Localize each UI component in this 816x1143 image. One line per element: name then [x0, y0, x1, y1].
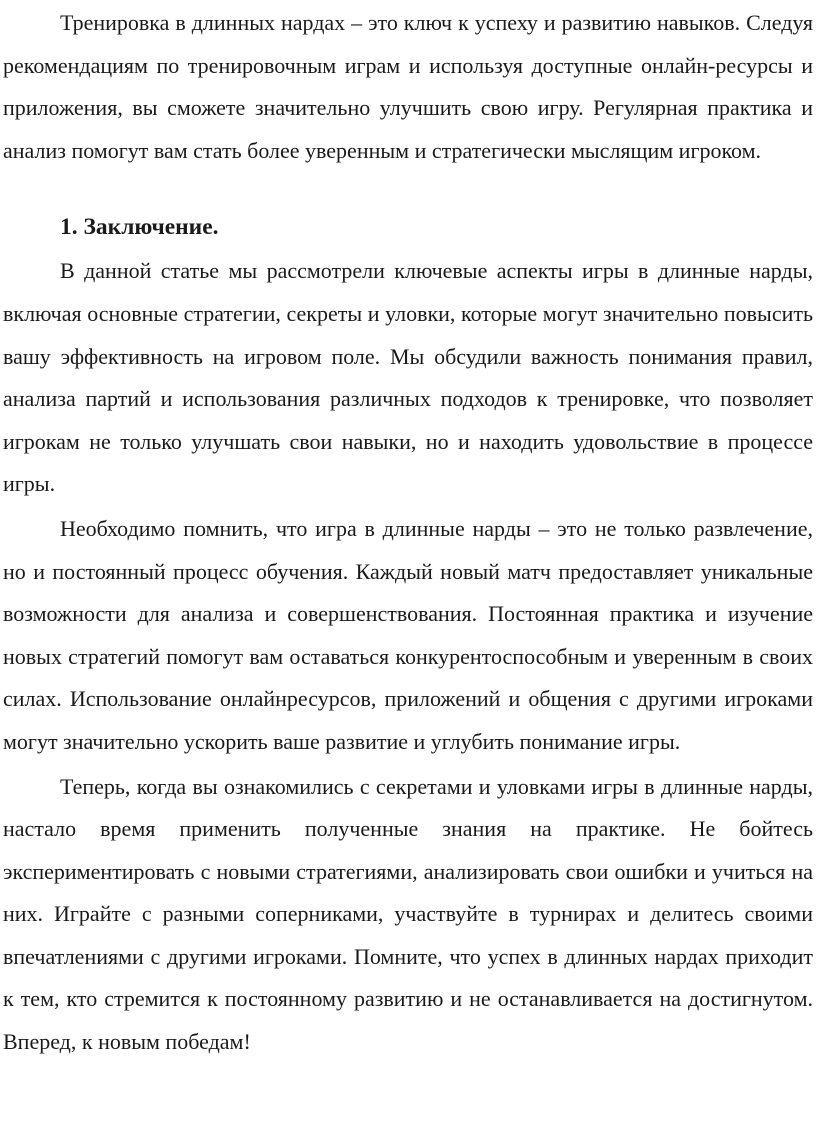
conclusion-paragraph-2: Необходимо помнить, что игра в длинные нарды – это не только развлечение, но и постоянный процесс обучения. Каждый новый матч предоставляет уникальные возможности для анализа и совершенствования. Постоянная практика и изучение новых стратегий помогут вам оставаться конкурентоспособным и уверенным в своих силах. Использование онлайнресурсов, приложений и общения с другими игроками могут значительно ускорить ваше развитие и углубить понимание игры.: [3, 515, 813, 754]
section-heading: 1. Заключение.: [60, 214, 219, 241]
conclusion-paragraph-3: Теперь, когда вы ознакомились с секретами и уловками игры в длинные нарды, настало время применить полученные знания на практике. Не бойтесь экспериментировать с новыми стратегиями, анализировать свои ошибки и учиться на них. Играйте с разными соперниками, участвуйте в турнирах и делитесь своими впечатлениями с другими игроками. Помните, что успех в длинных нардах приходит к тем, кто стремится к постоянному развитию и не останавливается на достигнутом. Вперед, к новым победам!: [3, 773, 813, 1055]
conclusion-paragraph-1: В данной статье мы рассмотрели ключевые аспекты игры в длинные нарды, включая основные стратегии, секреты и уловки, которые могут значительно повысить вашу эффективность на игровом поле. Мы обсудили важность понимания правил, анализа партий и использования различных подходов к тренировке, что позволяет игрокам не только улучшать свои навыки, но и находить удовольствие в процессе игры.: [3, 258, 813, 497]
intro-paragraph: Тренировка в длинных нардах – это ключ к успеху и развитию навыков. Следуя рекомендациям по тренировочным играм и используя доступные онлайн-ресурсы и приложения, вы сможете значительно улучшить свою игру. Регулярная практика и анализ помогут вам стать более уверенным и стратегически мыслящим игроком.: [3, 10, 813, 163]
